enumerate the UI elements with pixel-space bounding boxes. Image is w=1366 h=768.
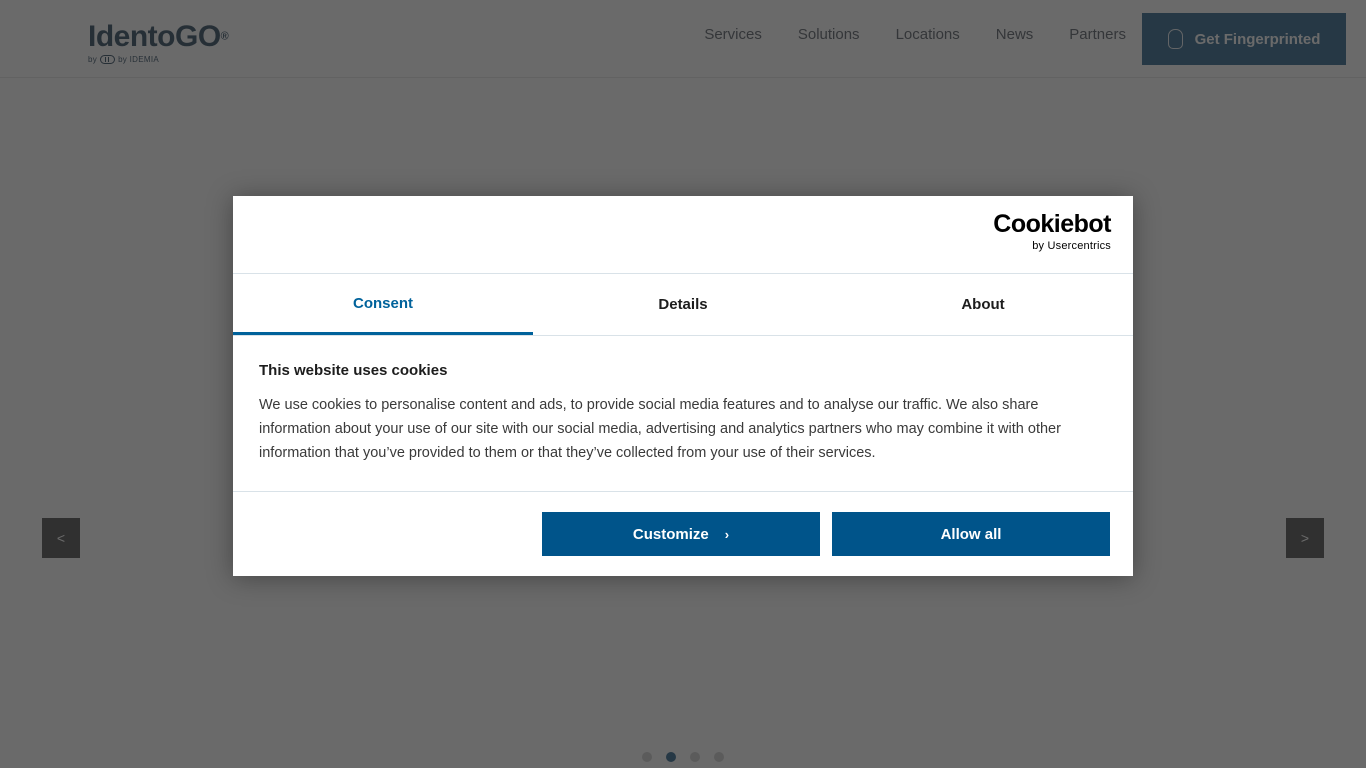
tab-details[interactable]: Details: [658, 296, 708, 313]
cookie-dialog-tabs: [233, 274, 1133, 336]
chevron-right-icon: ›: [724, 526, 730, 542]
cookie-dialog-heading: This website uses cookies: [259, 362, 448, 379]
tab-consent[interactable]: Consent: [233, 274, 533, 335]
cookiebot-logo-name: Cookiebot: [993, 210, 1111, 238]
cookie-dialog-footer: [233, 492, 1133, 576]
cookie-dialog-body: [233, 336, 1133, 492]
allow-all-button[interactable]: Allow all: [832, 512, 1110, 556]
cookie-consent-dialog: [233, 196, 1133, 576]
customize-button-label: Customize: [632, 525, 709, 543]
tab-about[interactable]: About: [961, 296, 1005, 313]
customize-button[interactable]: [542, 512, 820, 556]
cookiebot-logo-row: [233, 196, 1133, 274]
cookie-dialog-text: We use cookies to personalise content and ads, to provide social media features and to analyse our traffic. We also share information about your use of our site with our social media, advertising and analytics partners who may combine it with other information that you’ve provided to them or that they’ve collected from your use of their services.: [259, 397, 1061, 461]
cookiebot-logo-byline: by Usercentrics: [1032, 240, 1111, 252]
cookiebot-logo: [993, 212, 1111, 252]
